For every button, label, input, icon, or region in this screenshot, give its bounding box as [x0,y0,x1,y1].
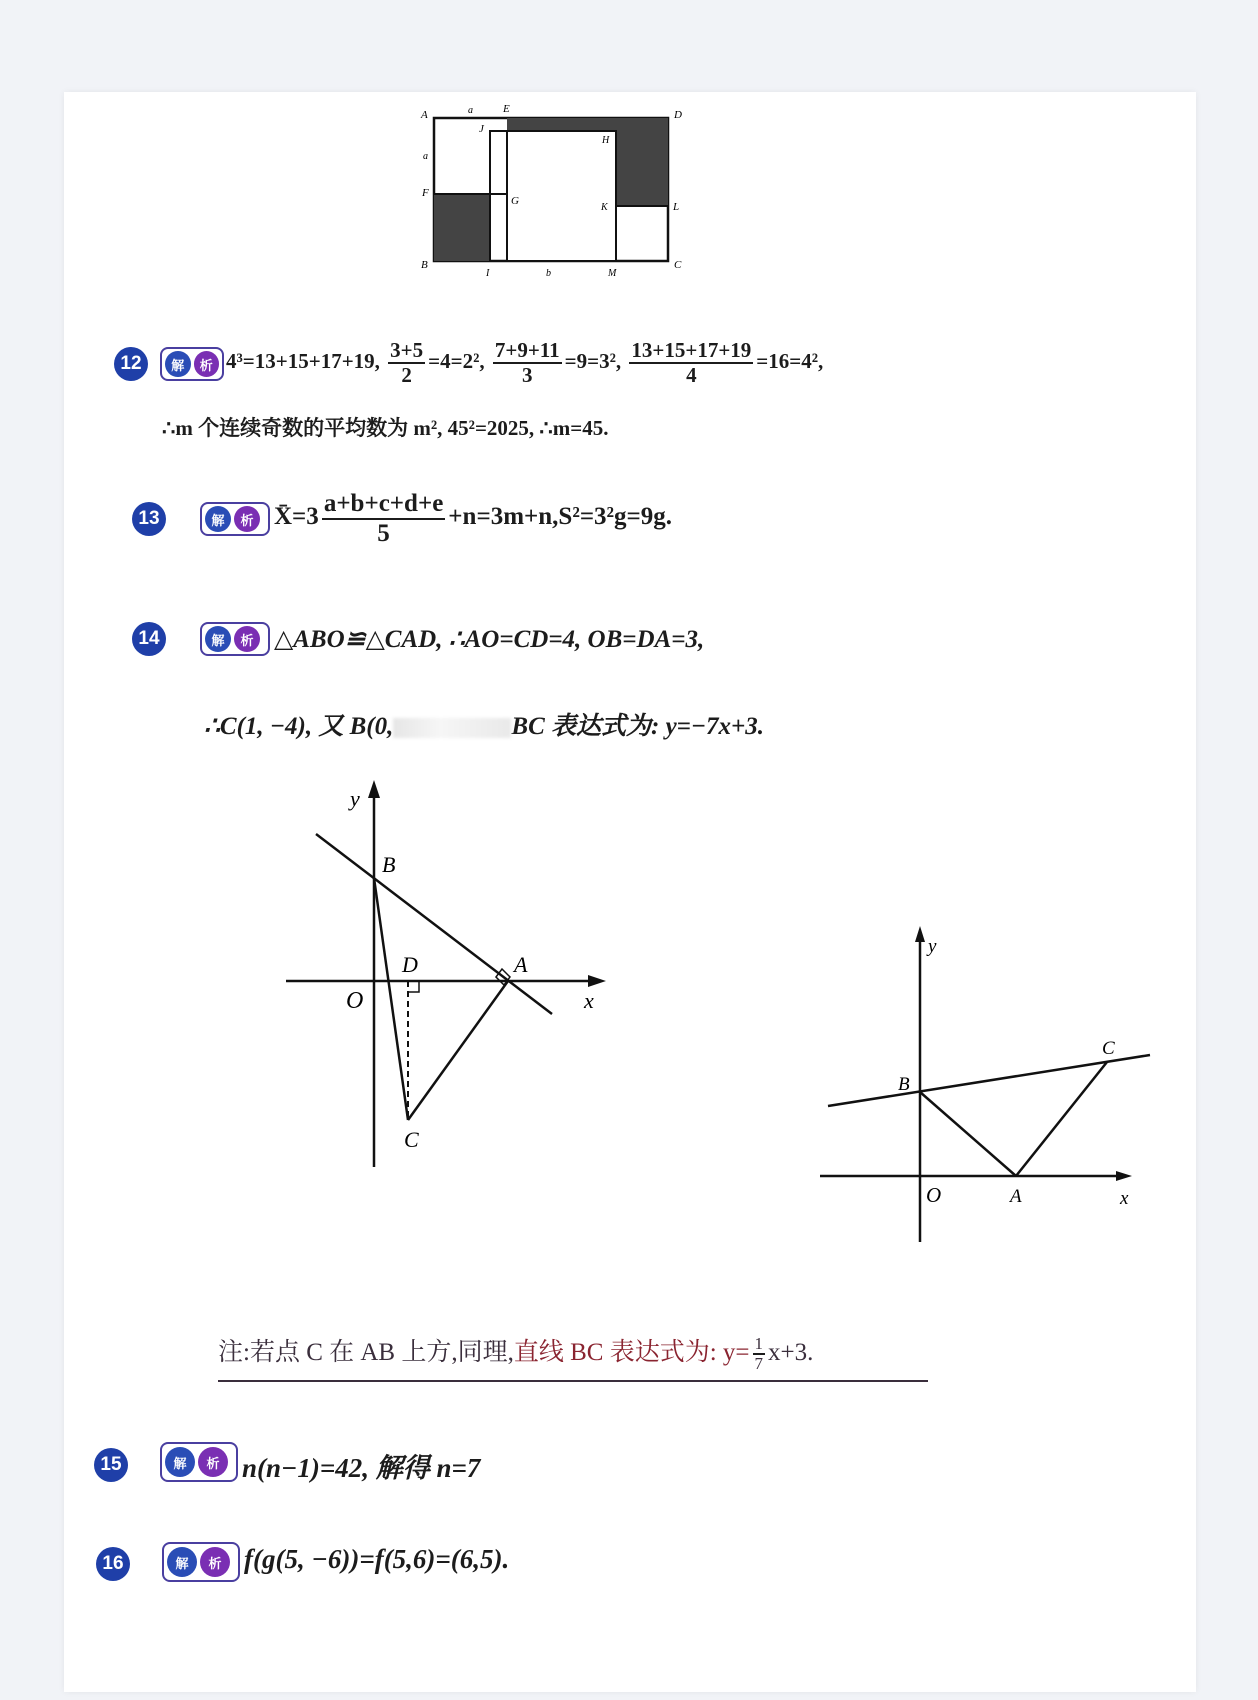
note-prefix: 注:若点 C 在 AB 上方,同理, [218,1339,514,1366]
label-O: O [926,1183,942,1207]
q15-line: n(n−1)=42, 解得 n=7 [242,1453,481,1483]
q13-eq-start: X̄=3 [274,503,319,531]
analysis-tag-14 [200,622,270,656]
label-G: G [511,195,519,207]
q12-eq-start: 4³=13+15+17+19, [226,348,380,373]
label-E: E [503,103,510,115]
figure-right-coordinate [820,922,1160,1252]
analysis-tag-13 [200,502,270,536]
label-C: C [1102,1038,1115,1059]
analysis-tag-12 [160,347,224,381]
note-end: x+3. [768,1339,814,1366]
label-y: y [928,936,937,957]
q14-line-2-end: BC 表达式为: y=−7x+3. [511,713,765,740]
figure-left-coordinate [284,772,624,1192]
q12-line-1 [226,339,823,387]
analysis-tag-15 [160,1442,238,1482]
label-H: H [602,135,610,146]
label-x: x [584,988,594,1013]
q14-line-2-start: ∴C(1, −4), 又 B(0, [204,713,394,740]
note-line [218,1332,928,1382]
question-number-13: 13 [132,502,166,536]
tag-icon-xi: 析 [234,626,260,652]
blurred-region [393,718,511,738]
label-M: M [608,268,617,279]
tag-icon-jie: 解 [165,351,191,377]
tag-icon-xi: 析 [194,351,220,377]
label-B: B [382,852,396,877]
q12-mid-2: =9=3², [564,348,622,373]
label-B: B [421,259,428,271]
tag-icon-jie: 解 [165,1447,195,1477]
label-F: F [422,187,429,199]
note-red-text: 直线 BC 表达式为: y= [513,1339,750,1366]
q12-frac-3: $\frac{13+15+17+19}{4}$ [631,338,752,388]
label-y: y [350,786,360,811]
q13-frac: $\frac{a+b+c+d+e}{5}$ [323,490,444,547]
q12-end: =16=4², [756,348,824,373]
label-C: C [674,259,682,271]
q12-frac-2: $\frac{7+9+11}{3}$ [494,338,560,388]
label-x: x [1120,1188,1129,1209]
tag-icon-xi: 析 [234,506,260,532]
tag-icon-xi: 析 [198,1447,228,1477]
label-b-bottom: b [546,268,551,279]
q16-line: f(g(5, −6))=f(5,6)=(6,5). [244,1544,510,1574]
q13-line [274,490,672,547]
tag-icon-jie: 解 [205,626,231,652]
label-A: A [1010,1186,1022,1207]
label-J: J [479,123,484,135]
q12-mid-1: =4=2², [428,348,485,373]
label-K: K [601,202,608,213]
label-C: C [404,1127,419,1152]
label-a-top: a [468,105,473,116]
q12-frac-1: $\frac{3+5}{2}$ [390,338,424,388]
analysis-tag-16 [162,1542,240,1582]
q13-eq-end: +n=3m+n,S²=3²g=9g. [448,503,673,531]
label-a-left: a [423,151,428,162]
label-A: A [514,952,528,977]
label-I: I [486,268,490,279]
question-number-15: 15 [94,1448,128,1482]
question-number-14: 14 [132,622,166,656]
label-L: L [673,201,680,213]
answer-page [64,92,1196,1692]
note-frac: $\frac{1}{7}$ [754,1333,764,1374]
label-O: O [346,988,364,1014]
label-A: A [421,109,428,121]
question-number-16: 16 [96,1547,130,1581]
rectangle-figure [394,96,714,296]
tag-icon-jie: 解 [167,1547,197,1577]
label-D: D [402,952,418,977]
tag-icon-jie: 解 [205,506,231,532]
label-D: D [674,109,682,121]
q14-line-2 [204,706,764,742]
q14-line-1: △ABO≌△CAD, ∴AO=CD=4, OB=DA=3, [274,626,705,653]
question-number-12: 12 [114,347,148,381]
label-B: B [898,1074,910,1095]
tag-icon-xi: 析 [200,1547,230,1577]
q12-line-2: ∴m 个连续奇数的平均数为 m², 45²=2025, ∴m=45. [162,416,609,440]
